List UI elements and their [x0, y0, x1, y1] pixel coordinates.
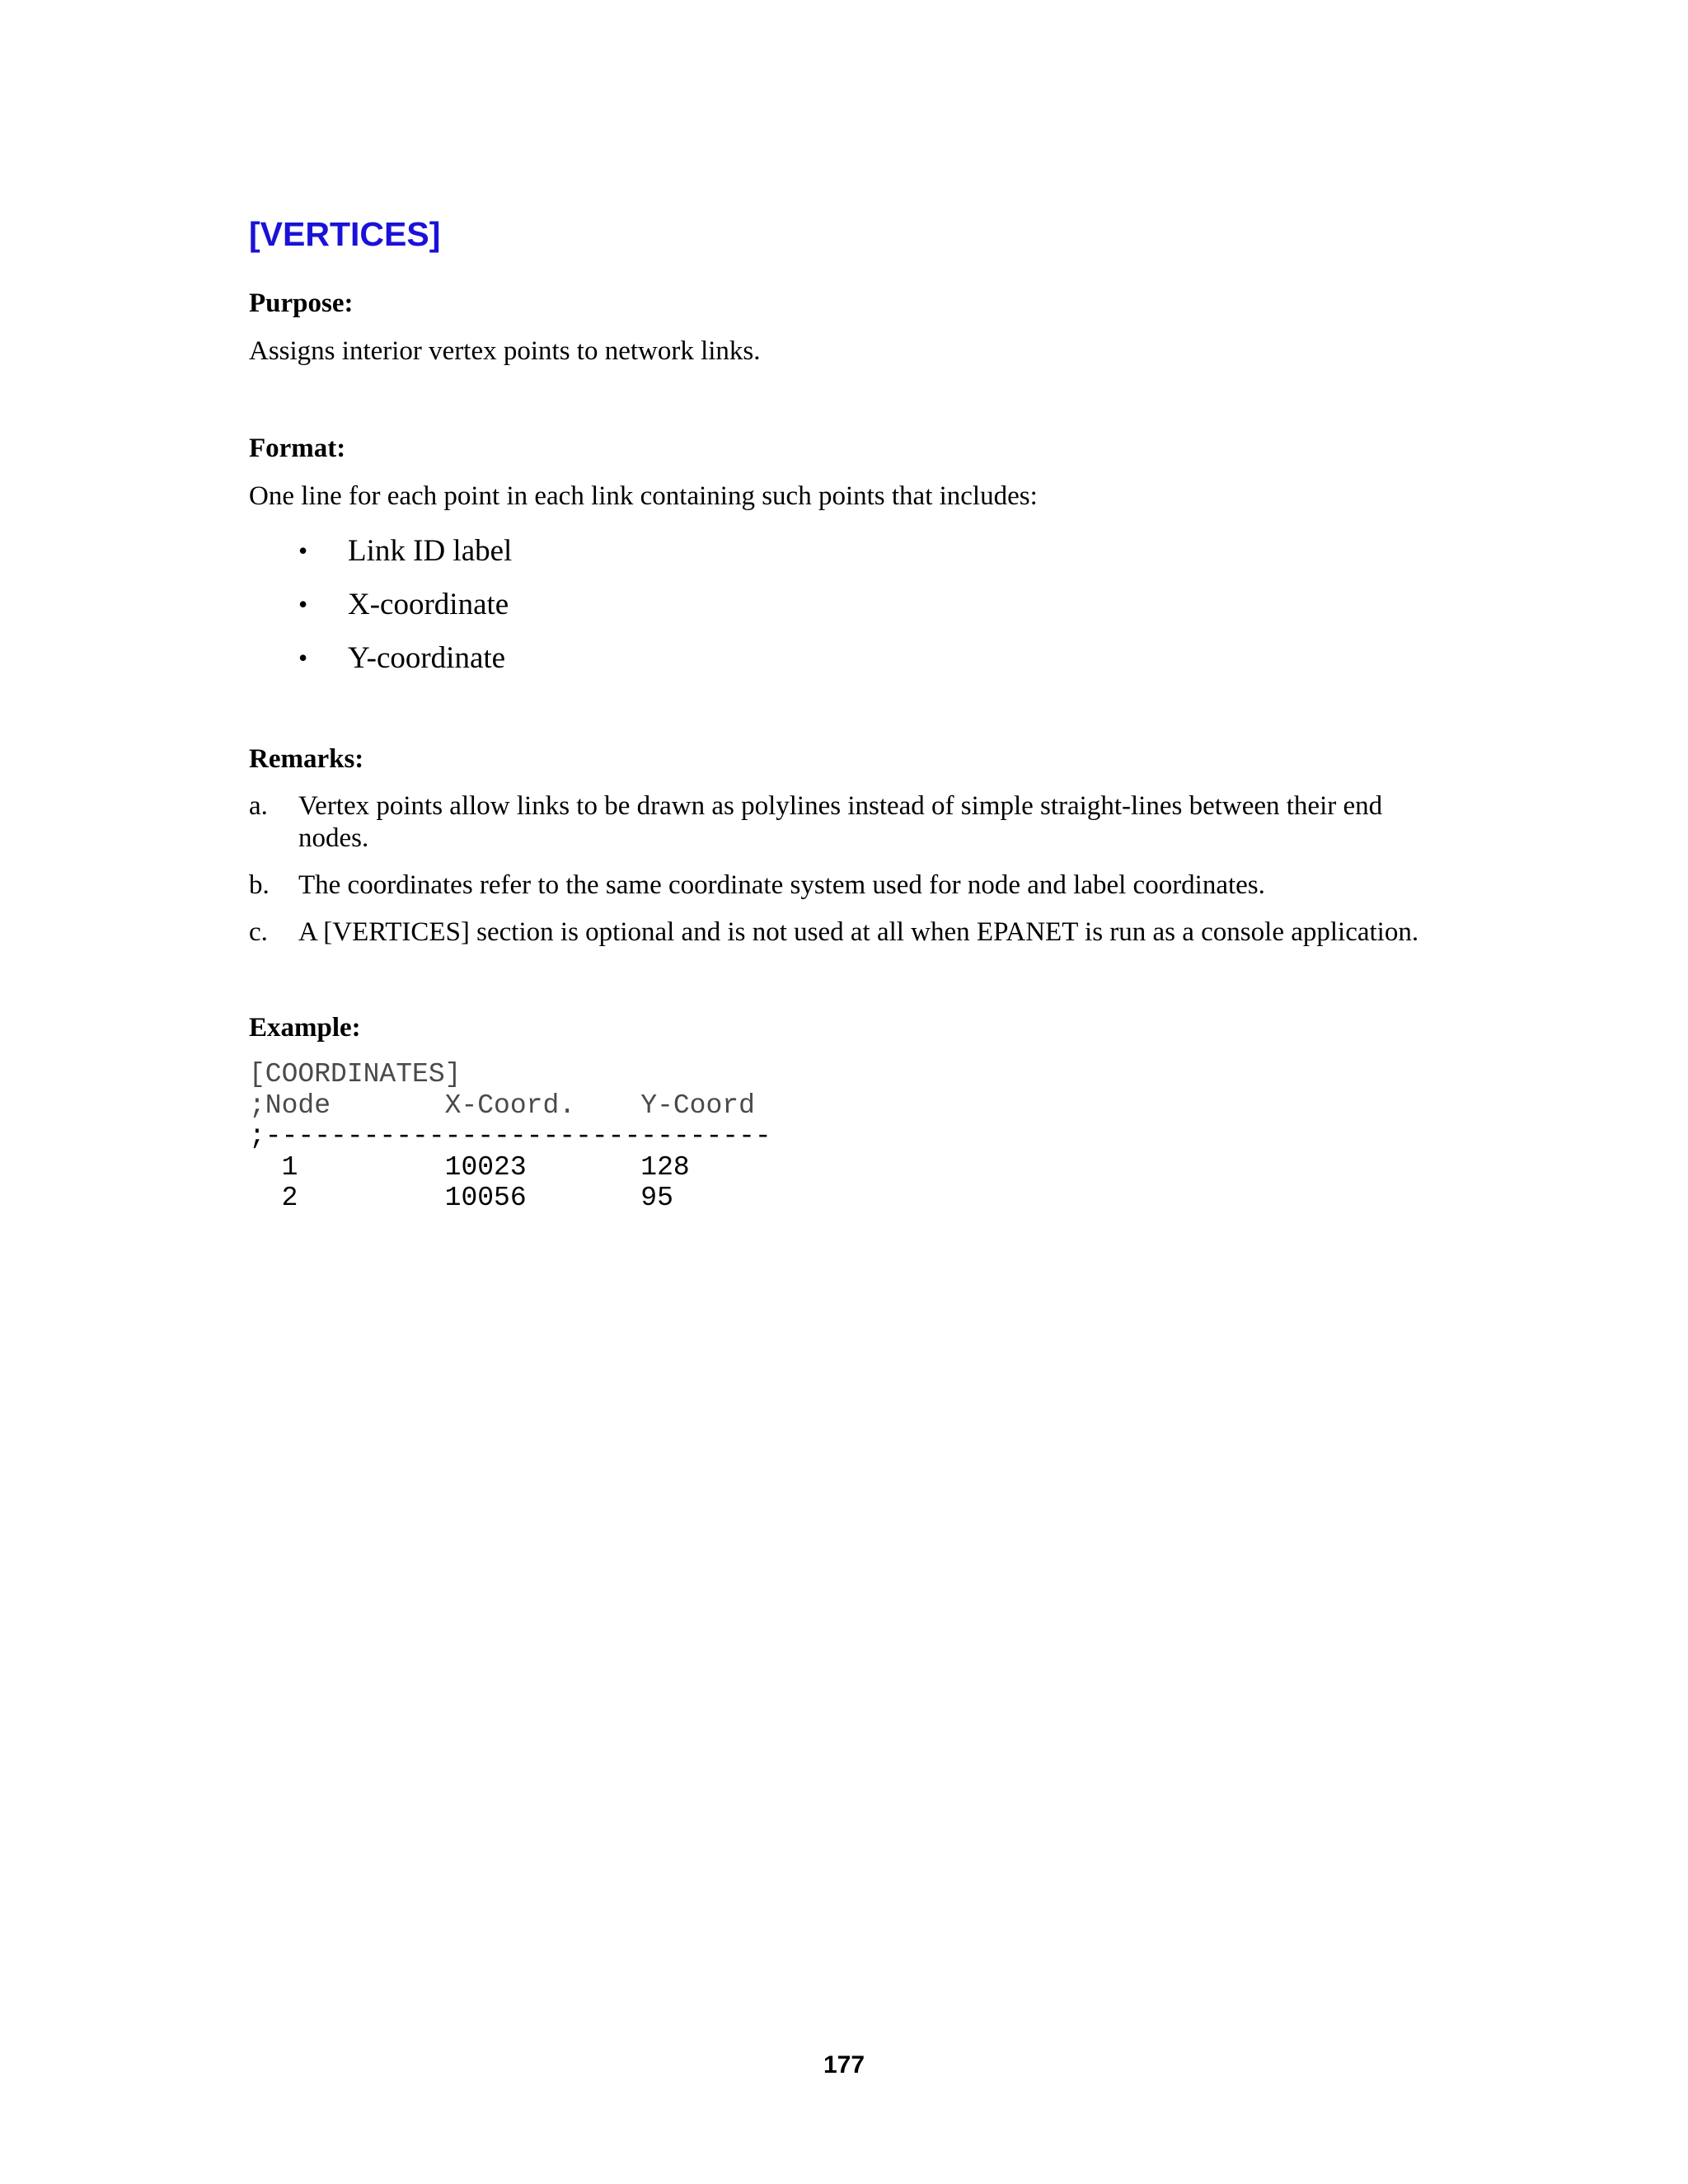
spacer — [249, 368, 1444, 432]
code-line: ;------------------------------- — [249, 1121, 771, 1151]
remarks-heading: Remarks: — [249, 744, 364, 774]
page-number: 177 — [823, 2051, 865, 2079]
list-item — [249, 578, 1444, 631]
bullet-icon: • — [298, 536, 308, 565]
remark-item — [249, 916, 1444, 949]
page-content — [249, 213, 1444, 1214]
remark-letter: c. — [249, 917, 268, 947]
format-heading: Format: — [249, 434, 346, 463]
code-line: ;Node X-Coord. Y-Coord — [249, 1090, 755, 1121]
bullet-icon: • — [298, 589, 308, 619]
code-line: [COORDINATES] — [249, 1059, 462, 1090]
format-bullet-list — [249, 524, 1444, 685]
example-code-block — [249, 1059, 1444, 1214]
remark-letter: b. — [249, 870, 270, 900]
spacer — [249, 963, 1444, 1011]
remark-text: A [VERTICES] section is optional and is not used at all when EPANET is run as a console application. — [298, 917, 1419, 947]
code-line: 1 10023 128 — [249, 1151, 690, 1183]
spacer — [249, 685, 1444, 743]
remark-text: The coordinates refer to the same coordinate system used for node and label coordinates. — [298, 870, 1265, 900]
example-heading: Example: — [249, 1013, 361, 1043]
bullet-icon: • — [298, 643, 308, 673]
list-item — [249, 631, 1444, 685]
remark-letter: a. — [249, 791, 268, 821]
purpose-heading: Purpose: — [249, 288, 354, 318]
remarks-list — [249, 790, 1444, 949]
list-item — [249, 524, 1444, 578]
list-item-label: X-coordinate — [348, 588, 509, 621]
format-intro: One line for each point in each link containing such points that includes: — [249, 481, 1038, 511]
list-item-label: Link ID label — [348, 534, 513, 568]
code-line: 2 10056 95 — [249, 1183, 673, 1213]
remark-text: Vertex points allow links to be drawn as polylines instead of simple straight-lines between their end nodes. — [298, 791, 1383, 853]
remark-item — [249, 790, 1444, 855]
purpose-text: Assigns interior vertex points to network links. — [249, 336, 761, 366]
remark-item — [249, 869, 1444, 902]
section-title: [VERTICES] — [249, 215, 441, 253]
list-item-label: Y-coordinate — [348, 641, 506, 675]
